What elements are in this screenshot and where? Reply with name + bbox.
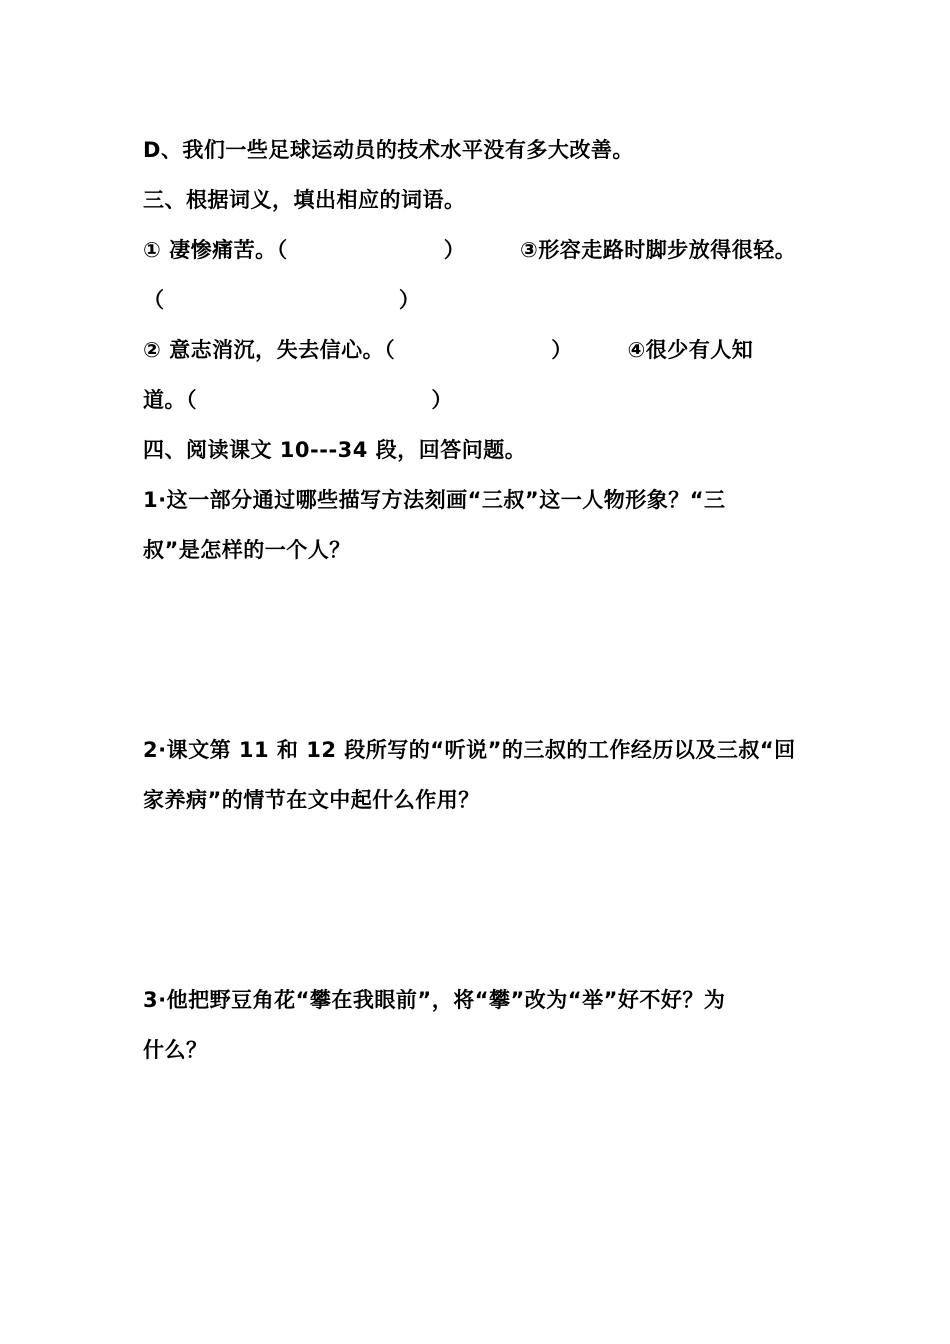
section-4-heading: 四、阅读课文 10---34 段，回答问题。 — [143, 438, 527, 462]
option-d-text: D、我们一些足球运动员的技术水平没有多大改善。 — [143, 138, 634, 162]
section-3-heading: 三、根据词义，填出相应的词语。 — [143, 188, 466, 212]
question-2-line-1: 2·课文第 11 和 12 段所写的“听说”的三叔的工作经历以及三叔“回 — [143, 738, 796, 762]
question-3-line-1: 3·他把野豆角花“攀在我眼前”，将“攀”改为“举”好不好？为 — [143, 988, 726, 1012]
vocab-item-3-blank: （ ） — [143, 288, 421, 312]
question-1-line-2: 叔”是怎样的一个人？ — [143, 538, 351, 562]
vocab-item-4-continuation: 道。（ ） — [143, 388, 453, 412]
question-1-line-1: 1·这一部分通过哪些描写方法刻画“三叔”这一人物形象？“三 — [143, 488, 726, 512]
vocab-items-2-4: ② 意志消沉，失去信心。（ ） ④很少有人知 — [143, 338, 754, 362]
question-3-line-2: 什么？ — [143, 1038, 208, 1062]
question-2-line-2: 家养病”的情节在文中起什么作用？ — [143, 788, 480, 812]
vocab-items-1-3: ① 凄惨痛苦。（ ） ③形容走路时脚步放得很轻。 — [143, 238, 797, 262]
